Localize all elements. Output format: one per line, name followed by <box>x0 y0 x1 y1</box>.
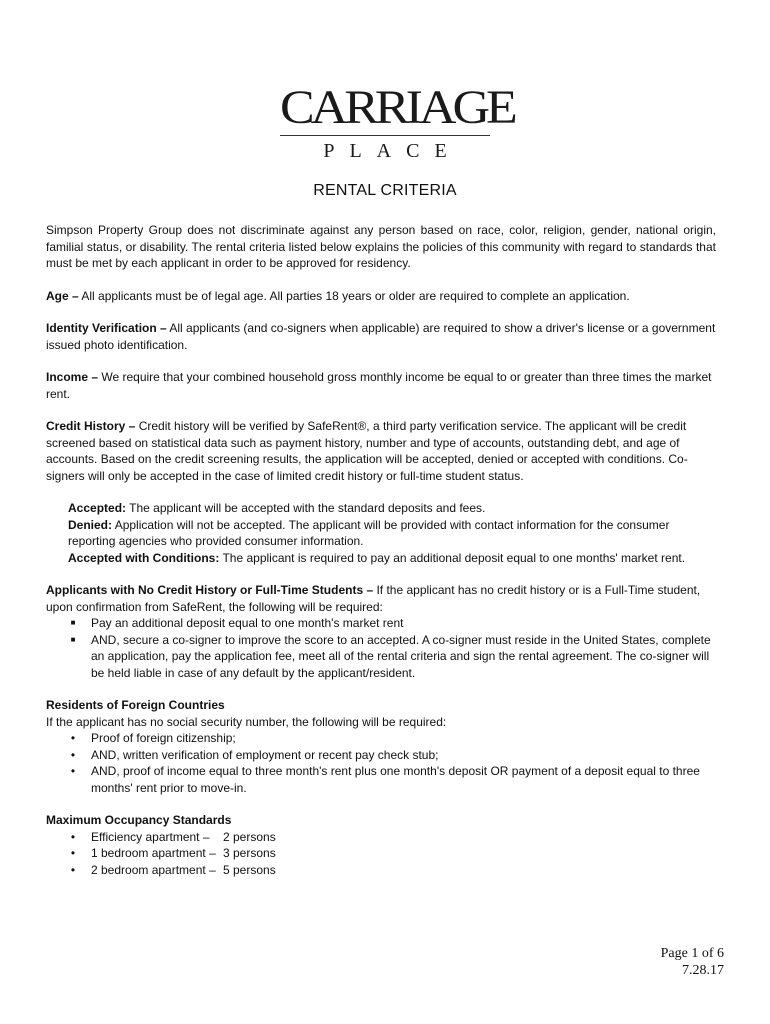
outcome-accepted <box>68 500 716 517</box>
outcome-text: Application will not be accepted. The applicant will be provided with contact information for the consumer reporting agencies who provided consumer information. <box>68 517 670 548</box>
outcome-text: The applicant will be accepted with the standard deposits and fees. <box>126 501 486 515</box>
outcome-label: Accepted with Conditions: <box>68 550 220 565</box>
foreign-list <box>46 730 716 796</box>
list-item-text: AND, secure a co-signer to improve the score to an accepted. A co-signer must reside in the United States, complete an application, pay the application fee, meet all of the rental criteria and sign the rental agreement. The co-signer will be held liable in case of any default by the applicant/resident. <box>91 632 711 680</box>
list-item <box>46 829 716 846</box>
list-item <box>46 763 716 796</box>
foreign-text: If the applicant has no social security number, the following will be required: <box>46 714 447 729</box>
list-item <box>46 615 716 632</box>
list-item <box>46 862 716 879</box>
list-item <box>46 632 716 682</box>
credit-section <box>46 418 716 484</box>
logo-subtitle: PLACE <box>323 140 462 162</box>
no-credit-label: Applicants with No Credit History or Full-Time Students – <box>46 583 374 597</box>
outcome-label: Accepted: <box>68 501 127 515</box>
round-bullet-icon: • <box>70 747 76 762</box>
list-item-text: Proof of foreign citizenship; <box>91 731 236 745</box>
list-item <box>46 730 716 747</box>
page-footer <box>661 945 724 979</box>
apartment-type: 2 bedroom apartment – <box>91 862 216 877</box>
identity-text: All applicants (and co-signers when applicable) are required to show a driver's license or a government issued photo identification. <box>46 321 716 352</box>
age-label: Age – <box>46 288 79 303</box>
occupancy-limit: 2 persons <box>223 829 276 844</box>
carriage-place-logo <box>280 81 514 166</box>
list-item-text: AND, proof of income equal to three month's rent plus one month's deposit OR payment of a deposit equal to three months' rent prior to move-in. <box>91 764 700 795</box>
outcome-label: Denied: <box>68 517 113 532</box>
round-bullet-icon: • <box>70 862 76 877</box>
list-item-text: Pay an additional deposit equal to one month's market rent <box>91 616 404 630</box>
round-bullet-icon: • <box>70 829 76 844</box>
revision-date: 7.28.17 <box>682 963 724 978</box>
intro-paragraph: Simpson Property Group does not discriminate against any person based on race, color, religion, gender, national origin, familial status, or disability. The rental criteria listed below explains the policies of this community with regard to standards that must be met by each applicant in order to be approved for residency. <box>46 223 716 270</box>
square-bullet-icon: ■ <box>70 618 76 627</box>
identity-label: Identity Verification – <box>46 321 167 335</box>
occupancy-limit: 3 persons <box>223 846 276 860</box>
credit-text: Credit history will be verified by SafeRent®, a third party verification service. The applicant will be credit screened based on statistical data such as payment history, number and type of accounts, outstanding debt, and age of accounts. Based on the credit screening results, the application will be accepted, denied or accepted with conditions. Co-signers will only be accepted in the case of limited credit history or full-time student status. <box>46 419 688 483</box>
document-body <box>46 222 716 878</box>
identity-section <box>46 320 716 353</box>
document-title: RENTAL CRITERIA <box>313 182 457 199</box>
list-item <box>46 747 716 764</box>
age-section <box>46 288 716 305</box>
income-label: Income – <box>46 370 99 384</box>
outcome-denied <box>68 517 716 550</box>
income-text: We require that your combined household gross monthly income be equal to or greater than three times the market rent. <box>46 370 712 401</box>
no-credit-list <box>46 615 716 681</box>
round-bullet-icon: • <box>70 846 76 860</box>
no-credit-text: If the applicant has no credit history or is a Full-Time student, upon confirmation from SafeRent, the following will be required: <box>46 583 701 614</box>
foreign-heading: Residents of Foreign Countries <box>46 698 225 712</box>
outcome-text: The applicant is required to pay an additional deposit equal to one months' market rent. <box>219 550 686 565</box>
no-credit-section <box>46 582 716 615</box>
list-item <box>46 845 716 862</box>
square-bullet-icon: ■ <box>70 634 76 644</box>
credit-outcomes <box>46 500 716 566</box>
credit-label: Credit History – <box>46 419 136 433</box>
outcome-accepted-with-conditions <box>68 550 716 567</box>
round-bullet-icon: • <box>70 731 76 745</box>
apartment-type: 1 bedroom apartment – <box>91 846 216 860</box>
round-bullet-icon: • <box>70 764 76 778</box>
occupancy-heading: Maximum Occupancy Standards <box>46 813 232 827</box>
income-section <box>46 369 716 402</box>
page-number: Page 1 of 6 <box>660 946 724 961</box>
occupancy-list <box>46 829 716 879</box>
logo-wordmark: CARRIAGE <box>280 81 514 134</box>
age-text: All applicants must be of legal age. All parties 18 years or older are required to complete an application. <box>78 288 630 303</box>
logo-rule <box>280 135 490 136</box>
apartment-type: Efficiency apartment – <box>91 829 210 844</box>
occupancy-limit: 5 persons <box>223 862 276 877</box>
list-item-text: AND, written verification of employment or recent pay check stub; <box>91 747 439 762</box>
